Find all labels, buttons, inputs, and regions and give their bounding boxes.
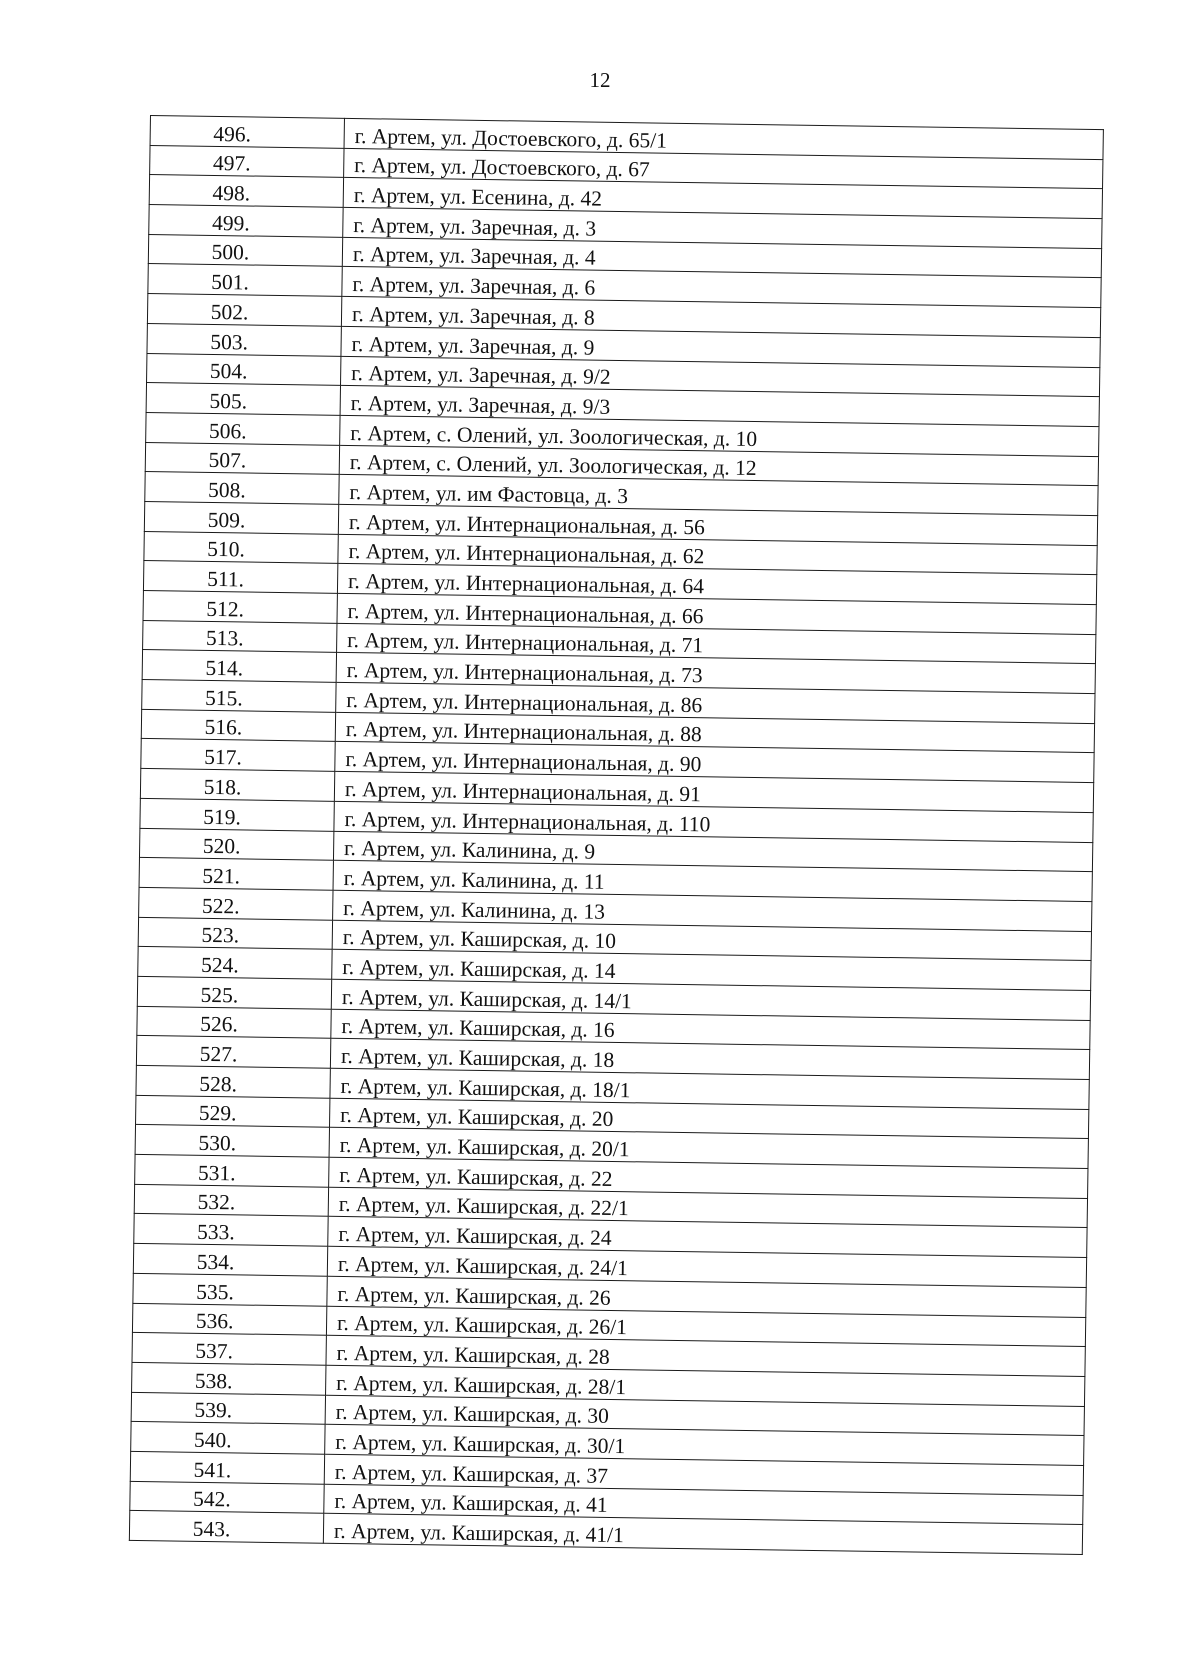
address-cell: г. Артем, ул. Каширская, д. 26 — [327, 1276, 1086, 1317]
row-number-cell: 504. — [147, 353, 341, 386]
row-number-cell: 529. — [136, 1095, 330, 1128]
address-cell: г. Артем, ул. Достоевского, д. 67 — [344, 148, 1103, 189]
address-cell: г. Артем, ул. Каширская, д. 14 — [332, 950, 1091, 991]
address-cell: г. Артем, ул. Калинина, д. 9 — [333, 831, 1092, 872]
address-cell: г. Артем, ул. им Фастовца, д. 3 — [339, 475, 1098, 516]
row-number-cell: 503. — [147, 323, 341, 356]
row-number-cell: 515. — [142, 680, 336, 713]
address-cell: г. Артем, ул. Интернациональная, д. 110 — [334, 801, 1093, 842]
address-cell: г. Артем, ул. Интернациональная, д. 88 — [335, 712, 1094, 753]
address-cell: г. Артем, ул. Каширская, д. 24/1 — [327, 1246, 1086, 1287]
row-number-cell: 514. — [142, 650, 336, 683]
row-number-cell: 540. — [131, 1422, 325, 1455]
row-number-cell: 541. — [130, 1451, 324, 1484]
row-number-cell: 505. — [146, 383, 340, 416]
address-cell: г. Артем, ул. Калинина, д. 13 — [333, 890, 1092, 931]
address-cell: г. Артем, ул. Каширская, д. 22 — [329, 1157, 1088, 1198]
address-cell: г. Артем, ул. Каширская, д. 26/1 — [326, 1306, 1085, 1347]
row-number-cell: 531. — [135, 1154, 329, 1187]
row-number-cell: 533. — [134, 1214, 328, 1247]
address-cell: г. Артем, ул. Каширская, д. 24 — [328, 1217, 1087, 1258]
address-cell: г. Артем, ул. Каширская, д. 18 — [330, 1039, 1089, 1080]
page-number: 12 — [589, 68, 611, 92]
row-number-cell: 536. — [132, 1303, 326, 1336]
row-number-cell: 508. — [145, 472, 339, 505]
address-cell: г. Артем, ул. Заречная, д. 3 — [343, 207, 1102, 248]
row-number-cell: 538. — [132, 1362, 326, 1395]
address-cell: г. Артем, ул. Интернациональная, д. 73 — [336, 653, 1095, 694]
address-cell: г. Артем, с. Олений, ул. Зоологическая, д. 12 — [339, 445, 1098, 486]
row-number-cell: 528. — [136, 1065, 330, 1098]
row-number-cell: 516. — [141, 709, 335, 742]
address-cell: г. Артем, ул. Каширская, д. 14/1 — [331, 979, 1090, 1020]
row-number-cell: 542. — [130, 1481, 324, 1514]
address-cell: г. Артем, ул. Заречная, д. 9/2 — [341, 356, 1100, 397]
row-number-cell: 500. — [148, 234, 342, 267]
address-cell: г. Артем, ул. Каширская, д. 41 — [324, 1484, 1083, 1525]
row-number-cell: 518. — [140, 769, 334, 802]
row-number-cell: 512. — [143, 590, 337, 623]
row-number-cell: 497. — [150, 145, 344, 178]
row-number-cell: 513. — [143, 620, 337, 653]
row-number-cell: 527. — [136, 1036, 330, 1069]
row-number-cell: 509. — [144, 501, 338, 534]
address-cell: г. Артем, ул. Калинина, д. 11 — [333, 860, 1092, 901]
address-cell: г. Артем, ул. Каширская, д. 30 — [325, 1395, 1084, 1436]
address-cell: г. Артем, ул. Каширская, д. 28/1 — [326, 1365, 1085, 1406]
address-cell: г. Артем, ул. Каширская, д. 16 — [331, 1009, 1090, 1050]
row-number-cell: 523. — [138, 917, 332, 950]
address-cell: г. Артем, ул. Каширская, д. 28 — [326, 1335, 1085, 1376]
address-cell: г. Артем, ул. Заречная, д. 9 — [341, 326, 1100, 367]
address-cell: г. Артем, ул. Каширская, д. 22/1 — [328, 1187, 1087, 1228]
address-cell: г. Артем, ул. Каширская, д. 10 — [332, 920, 1091, 961]
address-cell: г. Артем, ул. Интернациональная, д. 66 — [337, 593, 1096, 634]
row-number-cell: 522. — [139, 887, 333, 920]
address-cell: г. Артем, ул. Интернациональная, д. 62 — [338, 534, 1097, 575]
address-cell: г. Артем, ул. Заречная, д. 6 — [342, 267, 1101, 308]
row-number-cell: 537. — [132, 1333, 326, 1366]
address-cell: г. Артем, ул. Достоевского, д. 65/1 — [344, 118, 1103, 159]
address-cell: г. Артем, ул. Интернациональная, д. 56 — [338, 504, 1097, 545]
row-number-cell: 530. — [135, 1125, 329, 1158]
row-number-cell: 543. — [129, 1511, 323, 1544]
row-number-cell: 519. — [140, 798, 334, 831]
address-cell: г. Артем, ул. Есенина, д. 42 — [343, 178, 1102, 219]
row-number-cell: 539. — [131, 1392, 325, 1425]
row-number-cell: 502. — [147, 294, 341, 327]
row-number-cell: 517. — [141, 739, 335, 772]
address-cell: г. Артем, ул. Заречная, д. 8 — [341, 296, 1100, 337]
row-number-cell: 511. — [143, 561, 337, 594]
address-cell: г. Артем, ул. Каширская, д. 37 — [324, 1454, 1083, 1495]
row-number-cell: 510. — [144, 531, 338, 564]
address-cell: г. Артем, ул. Каширская, д. 41/1 — [323, 1514, 1082, 1555]
row-number-cell: 496. — [150, 116, 344, 149]
row-number-cell: 520. — [139, 828, 333, 861]
row-number-cell: 535. — [133, 1273, 327, 1306]
address-cell: г. Артем, ул. Интернациональная, д. 64 — [337, 564, 1096, 605]
row-number-cell: 521. — [139, 858, 333, 891]
row-number-cell: 532. — [134, 1184, 328, 1217]
row-number-cell: 501. — [148, 264, 342, 297]
address-cell: г. Артем, ул. Каширская, д. 20 — [329, 1098, 1088, 1139]
address-cell: г. Артем, ул. Интернациональная, д. 71 — [337, 623, 1096, 664]
address-table — [129, 115, 1104, 1555]
row-number-cell: 499. — [149, 205, 343, 238]
row-number-cell: 506. — [146, 412, 340, 445]
address-cell: г. Артем, ул. Интернациональная, д. 90 — [335, 742, 1094, 783]
row-number-cell: 524. — [138, 947, 332, 980]
address-cell: г. Артем, ул. Заречная, д. 9/3 — [340, 386, 1099, 427]
address-cell: г. Артем, ул. Интернациональная, д. 86 — [336, 682, 1095, 723]
address-cell: г. Артем, ул. Каширская, д. 30/1 — [325, 1424, 1084, 1465]
row-number-cell: 534. — [133, 1244, 327, 1277]
address-cell: г. Артем, ул. Каширская, д. 18/1 — [330, 1068, 1089, 1109]
address-cell: г. Артем, с. Олений, ул. Зоологическая, д. 10 — [340, 415, 1099, 456]
row-number-cell: 507. — [145, 442, 339, 475]
row-number-cell: 525. — [137, 976, 331, 1009]
address-table-body — [129, 116, 1103, 1555]
address-cell: г. Артем, ул. Каширская, д. 20/1 — [329, 1128, 1088, 1169]
row-number-cell: 498. — [149, 175, 343, 208]
address-cell: г. Артем, ул. Интернациональная, д. 91 — [334, 771, 1093, 812]
address-cell: г. Артем, ул. Заречная, д. 4 — [342, 237, 1101, 278]
row-number-cell: 526. — [137, 1006, 331, 1039]
